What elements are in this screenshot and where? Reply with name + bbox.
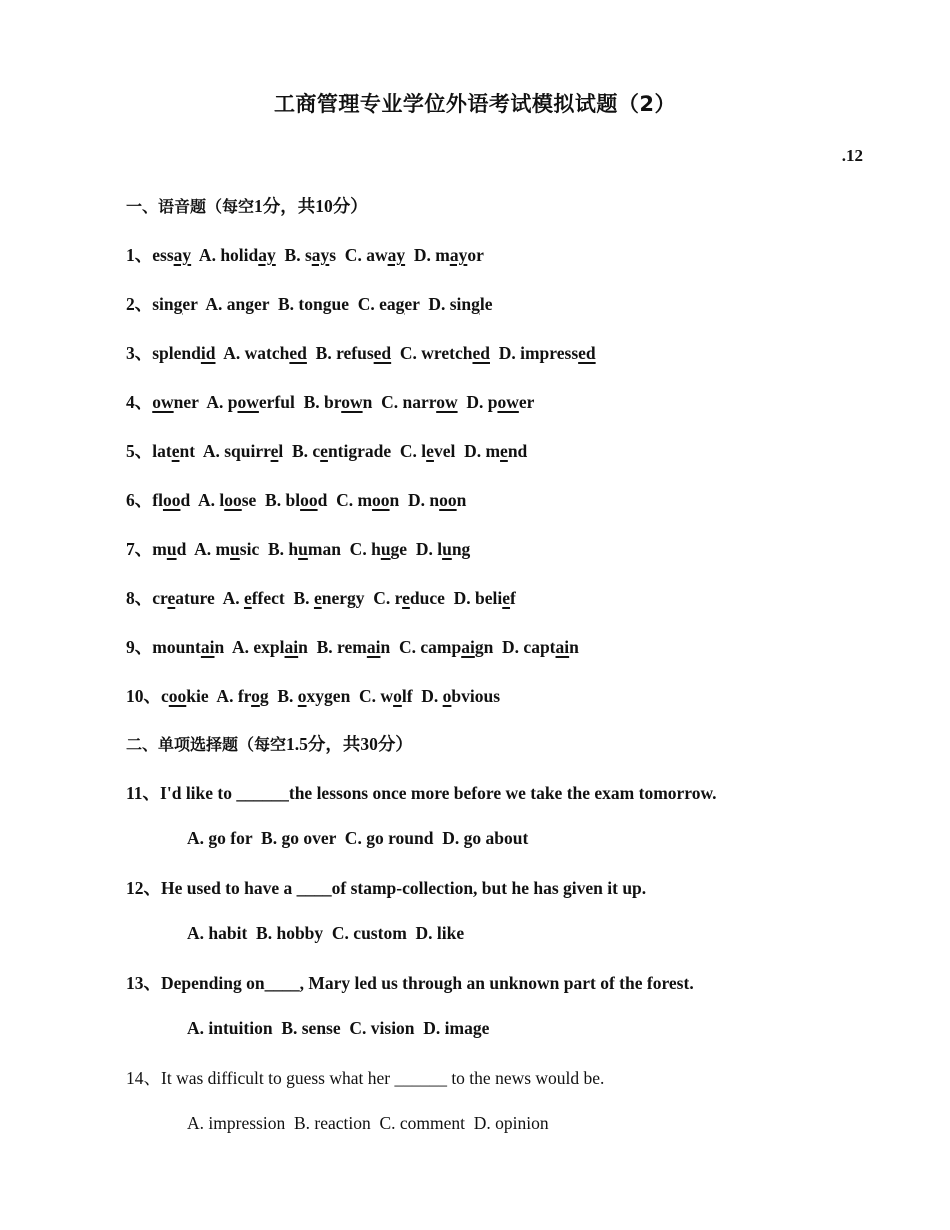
word-text: ess xyxy=(152,245,174,265)
underlined-sound: o xyxy=(251,686,260,706)
word-text: sic B. h xyxy=(239,539,299,559)
word-text: D. impress xyxy=(489,343,579,363)
word-text: A. holid xyxy=(191,245,259,265)
underlined-sound: ai xyxy=(461,637,475,657)
underlined-sound: g xyxy=(322,294,332,314)
underlined-sound: e xyxy=(426,441,434,461)
word-text: D. m xyxy=(405,245,450,265)
phonetic-item xyxy=(126,536,470,561)
underlined-sound: ed xyxy=(578,343,596,363)
answer-options: A. impression B. reaction C. comment D. opinion xyxy=(187,1113,549,1133)
word-text: le xyxy=(479,294,493,314)
item-number: 2、 xyxy=(126,294,153,314)
underlined-sound: ay xyxy=(449,245,468,265)
word-text: ature A. xyxy=(175,588,244,608)
underlined-sound: ay xyxy=(387,245,406,265)
phonetic-item xyxy=(126,291,493,316)
word-text: C. wretch xyxy=(391,343,473,363)
underlined-sound: ed xyxy=(472,343,490,363)
phonetic-item xyxy=(126,634,579,659)
word-text: bvious xyxy=(451,686,501,706)
underlined-sound: ow xyxy=(436,392,458,412)
underlined-sound: ai xyxy=(555,637,570,657)
item-number: 8、 xyxy=(126,588,153,608)
underlined-sound: oo xyxy=(439,490,457,510)
underlined-sound: e xyxy=(167,588,176,608)
underlined-sound: id xyxy=(200,343,216,363)
underlined-sound: e xyxy=(171,441,180,461)
phonetic-item xyxy=(126,389,534,414)
word-text: nt A. squirr xyxy=(179,441,271,461)
word-text: er xyxy=(518,392,535,412)
section1-heading-rest: 1分，共10分） xyxy=(254,196,368,216)
item-number: 4、 xyxy=(126,392,153,412)
word-text: erful B. br xyxy=(258,392,342,412)
word-text: er A. an xyxy=(182,294,246,314)
word-text: ntigrade C. l xyxy=(327,441,427,461)
underlined-sound: u xyxy=(166,539,177,559)
section2-heading-rest: 1.5分，共30分） xyxy=(286,734,413,754)
underlined-sound: ed xyxy=(289,343,307,363)
underlined-sound: ay xyxy=(258,245,276,265)
underlined-sound: u xyxy=(298,539,308,559)
word-text: ner A. p xyxy=(173,392,238,412)
underlined-sound: ow xyxy=(341,392,363,412)
phonetic-item xyxy=(126,585,516,610)
answer-options: A. intuition B. sense C. vision D. image xyxy=(187,1018,490,1038)
underlined-sound: g xyxy=(245,294,255,314)
word-text: gn D. capt xyxy=(474,637,556,657)
phonetic-item xyxy=(126,487,466,512)
item-number: 7、 xyxy=(126,539,153,559)
item-number: 9、 xyxy=(126,637,153,657)
underlined-sound: o xyxy=(442,686,452,706)
word-text: d A. l xyxy=(180,490,225,510)
underlined-sound: g xyxy=(173,294,183,314)
word-text: d C. m xyxy=(317,490,373,510)
underlined-sound: oo xyxy=(168,686,187,706)
word-text: ge D. l xyxy=(390,539,443,559)
answer-options: A. go for B. go over C. go round D. go about xyxy=(187,828,529,848)
item-number: 3、 xyxy=(126,343,153,363)
word-text: B. s xyxy=(275,245,312,265)
item-number: 5、 xyxy=(126,441,153,461)
underlined-sound: ow xyxy=(237,392,259,412)
word-text: s C. aw xyxy=(329,245,388,265)
word-text: ffect B. xyxy=(251,588,314,608)
underlined-sound: ay xyxy=(173,245,192,265)
word-text: g B. xyxy=(259,686,298,706)
word-text: lf D. xyxy=(401,686,443,706)
word-text: er B. ton xyxy=(254,294,323,314)
underlined-sound: oo xyxy=(300,490,318,510)
underlined-sound: e xyxy=(320,441,328,461)
word-text: ng xyxy=(451,539,471,559)
word-text: n B. rem xyxy=(298,637,367,657)
phonetic-item xyxy=(126,683,500,708)
item-number: 10、 xyxy=(126,686,161,706)
section2-heading-cjk: 二、单项选择题（每空 xyxy=(126,735,287,754)
underlined-sound: e xyxy=(270,441,279,461)
word-text: nd xyxy=(507,441,528,461)
word-text: cr xyxy=(152,588,168,608)
word-text: ue C. ea xyxy=(331,294,396,314)
word-text: se B. bl xyxy=(241,490,301,510)
question-text: 13、Depending on____, Mary led us through an unknown part of the forest. xyxy=(126,973,694,993)
word-text: mount xyxy=(152,637,201,657)
underlined-sound: ai xyxy=(284,637,299,657)
section2-heading xyxy=(126,731,413,756)
question-text: 12、He used to have a ____of stamp-collection, but he has given it up. xyxy=(126,878,647,898)
section1-heading-cjk: 一、语音题（每空 xyxy=(126,197,255,216)
word-text: lat xyxy=(152,441,172,461)
underlined-sound: e xyxy=(500,441,508,461)
word-text: splend xyxy=(152,343,201,363)
underlined-sound: o xyxy=(393,686,402,706)
word-text: f xyxy=(510,588,516,608)
item-number: 1、 xyxy=(126,245,153,265)
item-number: 6、 xyxy=(126,490,153,510)
word-text: man C. h xyxy=(307,539,381,559)
word-text: D. p xyxy=(457,392,498,412)
underlined-sound: e xyxy=(243,588,252,608)
word-text: d A. m xyxy=(176,539,231,559)
word-text: vel D. m xyxy=(433,441,501,461)
underlined-sound: ai xyxy=(200,637,215,657)
word-text: n A. expl xyxy=(214,637,285,657)
section1-heading xyxy=(126,193,368,218)
word-text: B. refus xyxy=(306,343,374,363)
word-text: n C. narr xyxy=(362,392,437,412)
word-text: duce D. beli xyxy=(409,588,503,608)
word-text: kie A. fr xyxy=(186,686,252,706)
word-text: sin xyxy=(152,294,174,314)
word-text: nergy C. r xyxy=(321,588,403,608)
word-text: n C. camp xyxy=(380,637,462,657)
page-title: 工商管理专业学位外语考试模拟试题（2） xyxy=(273,92,677,116)
word-text: n xyxy=(569,637,579,657)
word-text: fl xyxy=(152,490,163,510)
word-text: m xyxy=(152,539,167,559)
answer-options: A. habit B. hobby C. custom D. like xyxy=(187,923,465,943)
underlined-sound: oo xyxy=(162,490,181,510)
question-text: 11、I'd like to ______the lessons once more before we take the exam tomorrow. xyxy=(126,783,717,803)
underlined-sound: oo xyxy=(372,490,390,510)
word-text: c xyxy=(161,686,169,706)
underlined-sound: ai xyxy=(366,637,381,657)
underlined-sound: e xyxy=(402,588,410,608)
word-text: n xyxy=(456,490,467,510)
word-text: er D. sin xyxy=(404,294,472,314)
underlined-sound: e xyxy=(502,588,511,608)
word-text: n D. n xyxy=(389,490,440,510)
underlined-sound: g xyxy=(471,294,480,314)
date-label: .12 xyxy=(841,146,863,165)
underlined-sound: oo xyxy=(224,490,242,510)
phonetic-item xyxy=(126,438,527,463)
underlined-sound: ay xyxy=(311,245,330,265)
underlined-sound: ow xyxy=(497,392,519,412)
underlined-sound: ow xyxy=(152,392,174,412)
underlined-sound: ed xyxy=(373,343,392,363)
underlined-sound: o xyxy=(297,686,307,706)
word-text: l B. c xyxy=(278,441,321,461)
underlined-sound: u xyxy=(380,539,391,559)
phonetic-item xyxy=(126,242,484,267)
word-text: or xyxy=(467,245,484,265)
word-text: xygen C. w xyxy=(306,686,394,706)
word-text: A. watch xyxy=(215,343,290,363)
underlined-sound: e xyxy=(313,588,322,608)
underlined-sound: u xyxy=(230,539,240,559)
underlined-sound: u xyxy=(442,539,452,559)
question-text: 14、It was difficult to guess what her ______ to the news would be. xyxy=(126,1068,605,1088)
phonetic-item xyxy=(126,340,596,365)
underlined-sound: g xyxy=(395,294,405,314)
